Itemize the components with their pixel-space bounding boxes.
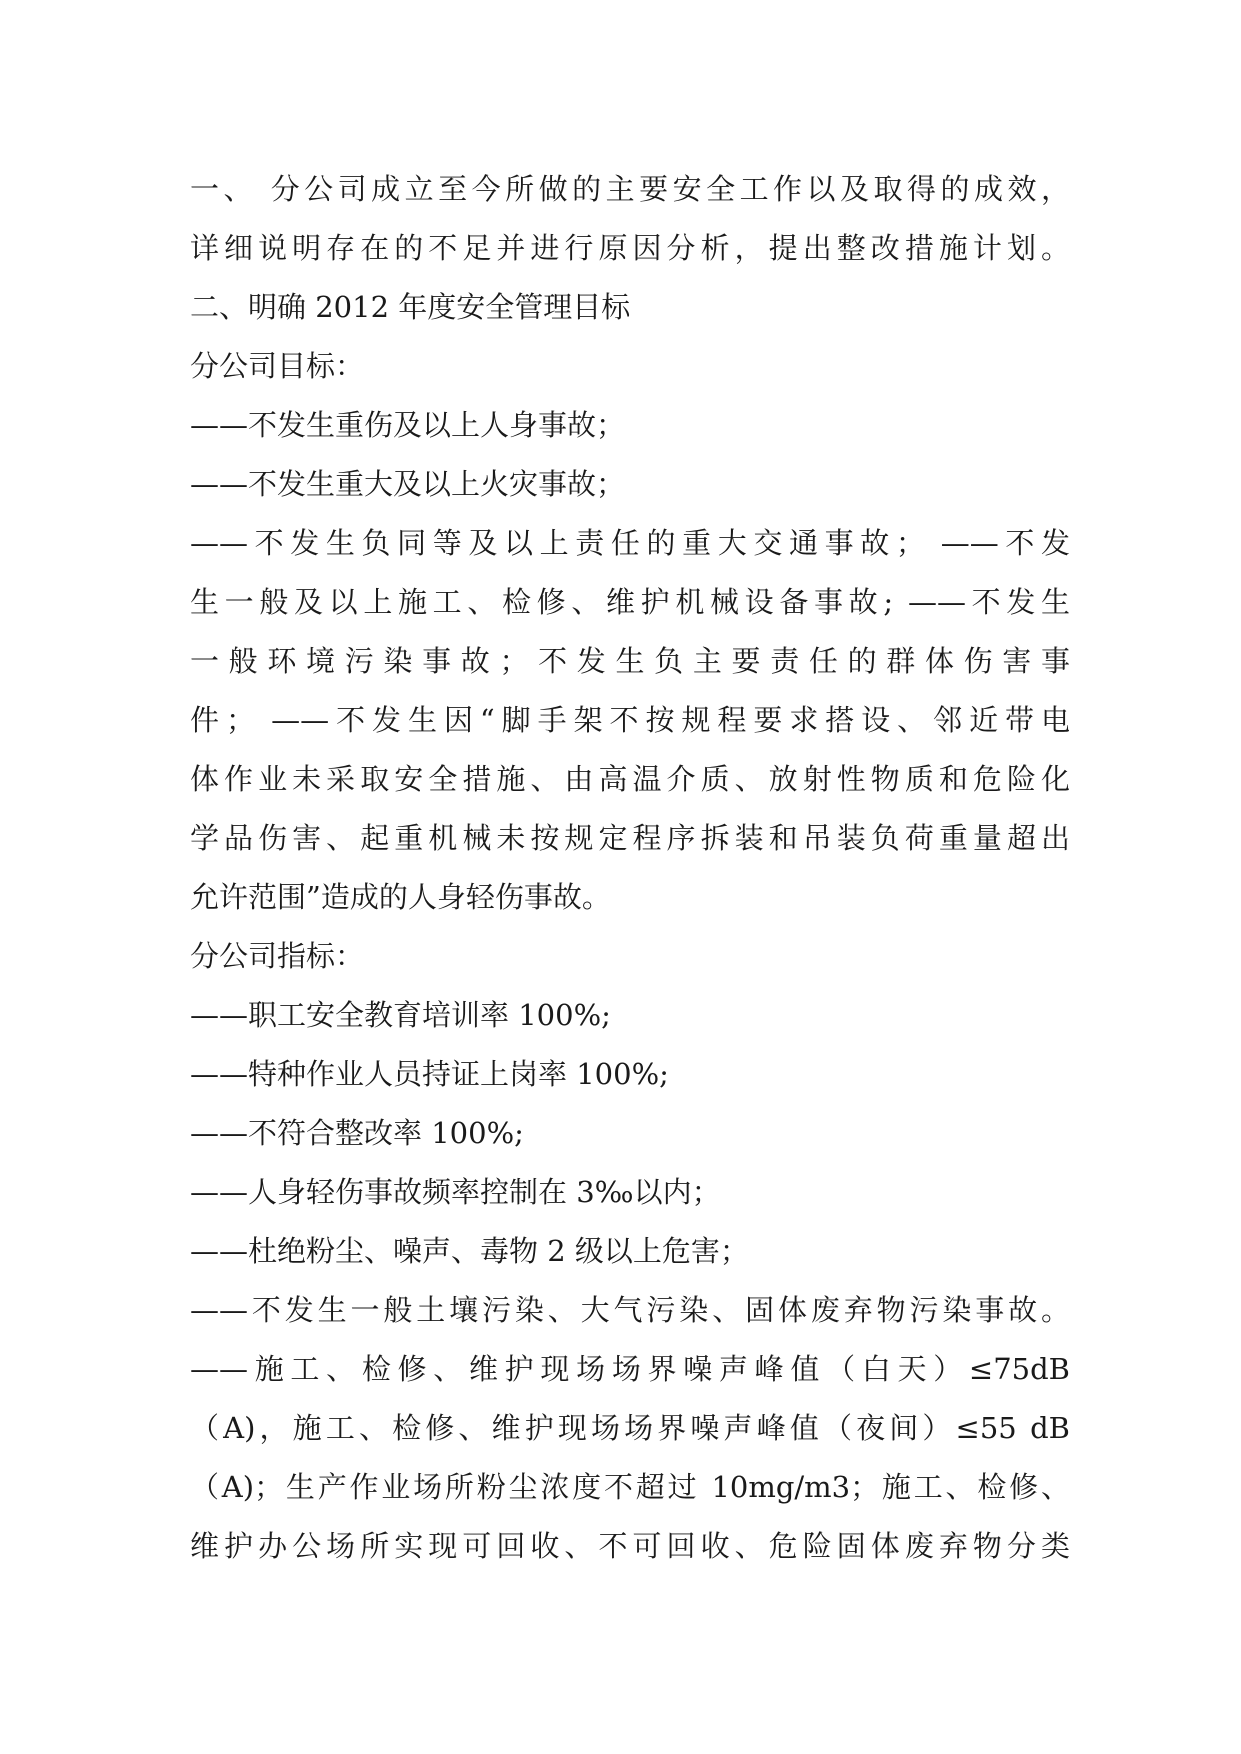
- list-item: ——不发生一般土壤污染、大气污染、固体废弃物污染事故。: [190, 1293, 1070, 1327]
- list-item: ——特种作业人员持证上岗率 100%;: [190, 1057, 669, 1091]
- paragraph-line: 详细说明存在的不足并进行原因分析，提出整改措施计划。: [190, 231, 1070, 265]
- paragraph-line: 体作业未采取安全措施、由高温介质、放射性物质和危险化: [190, 762, 1070, 796]
- subsection-label: 分公司目标：: [190, 349, 365, 383]
- paragraph-line: 一、 分公司成立至今所做的主要安全工作以及取得的成效，: [190, 172, 1070, 206]
- list-item: ——杜绝粉尘、噪声、毒物 2 级以上危害；: [190, 1234, 749, 1268]
- list-item: ——不符合整改率 100%;: [190, 1116, 524, 1150]
- paragraph-line: 件； ——不发生因“脚手架不按规程要求搭设、邻近带电: [190, 703, 1070, 737]
- paragraph-line: 维护办公场所实现可回收、不可回收、危险固体废弃物分类: [190, 1529, 1070, 1563]
- list-item: ——职工安全教育培训率 100%;: [190, 998, 611, 1032]
- list-item: ——人身轻伤事故频率控制在 3‰以内；: [190, 1175, 721, 1209]
- list-item: ——不发生重大及以上火灾事故；: [190, 467, 626, 501]
- paragraph-line: 允许范围”造成的人身轻伤事故。: [190, 880, 611, 914]
- subsection-label: 分公司指标：: [190, 939, 365, 973]
- paragraph-line: （A)，施工、检修、维护现场场界噪声峰值（夜间）≤55 dB: [190, 1411, 1070, 1445]
- paragraph-line: ——不发生负同等及以上责任的重大交通事故； ——不发: [190, 526, 1070, 560]
- list-item: ——不发生重伤及以上人身事故；: [190, 408, 626, 442]
- document-body: [190, 160, 1070, 1576]
- paragraph-line: （A)；生产作业场所粉尘浓度不超过 10mg/m3；施工、检修、: [190, 1470, 1070, 1504]
- paragraph-line: 生一般及以上施工、检修、维护机械设备事故; ——不发生: [190, 585, 1070, 619]
- section-heading: 二、明确 2012 年度安全管理目标: [190, 290, 631, 324]
- paragraph-line: 一般环境污染事故；不发生负主要责任的群体伤害事: [190, 644, 1070, 678]
- paragraph-line: ——施工、检修、维护现场场界噪声峰值（白天）≤75dB: [190, 1352, 1070, 1386]
- paragraph-line: 学品伤害、起重机械未按规定程序拆装和吊装负荷重量超出: [190, 821, 1070, 855]
